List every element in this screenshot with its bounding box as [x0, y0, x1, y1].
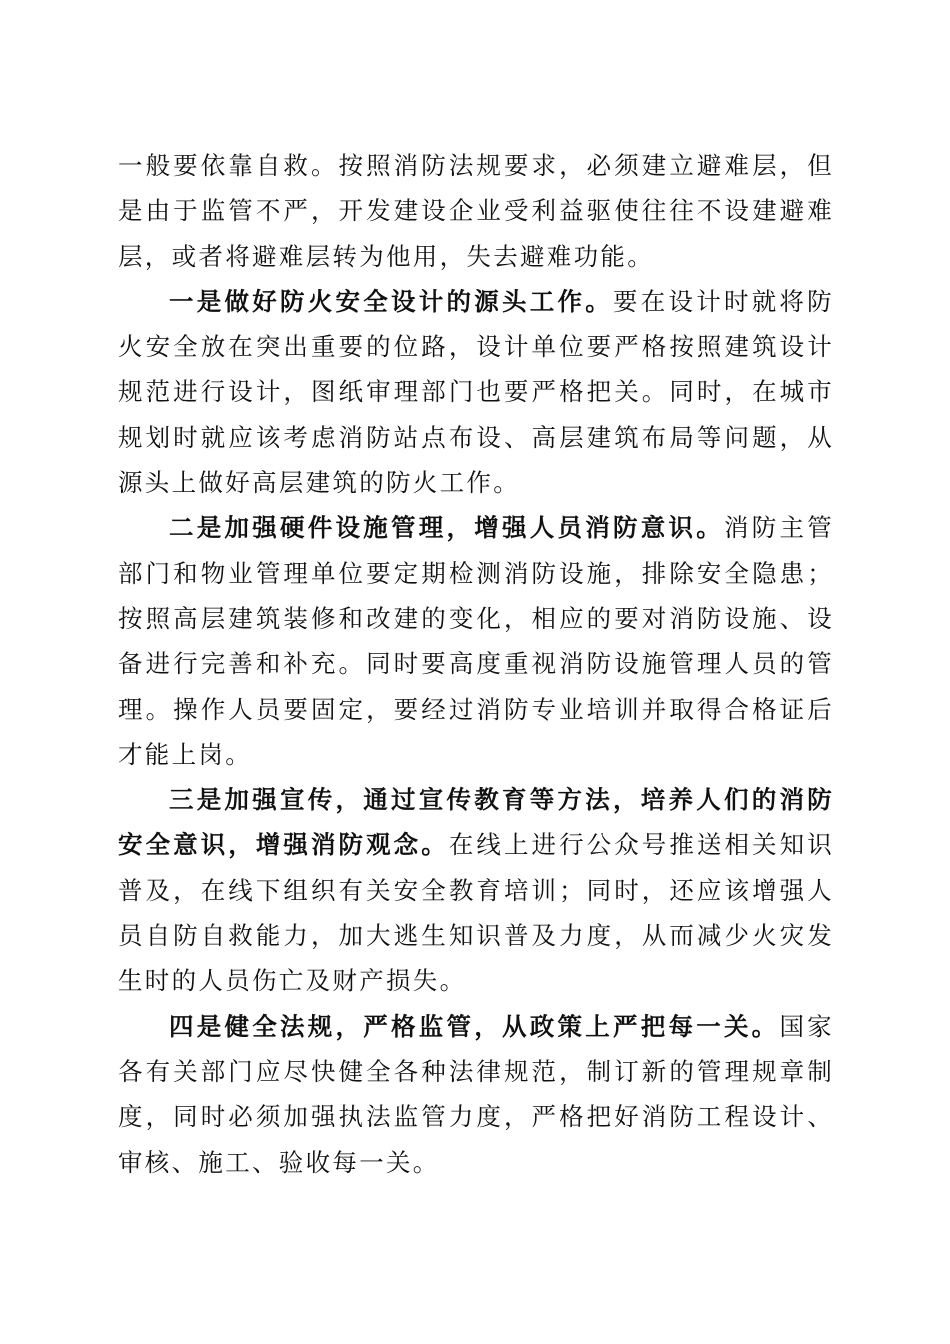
- paragraph-measure-1: [118, 279, 834, 505]
- paragraph-text: 国家各有关部门应尽快健全各种法律规范，制订新的管理规章制度，同时必须加强执法监管力度，严格把好消防工程设计、审核、施工、验收每一关。: [118, 1011, 834, 1177]
- paragraph-heading: 一是做好防火安全设计的源头工作。: [169, 286, 613, 316]
- paragraph-heading: 三是加强宣传，通过宣传教育等方法，培养人们的消防安全意识，增强消防观念。: [118, 785, 834, 860]
- paragraph-heading: 四是健全法规，严格监管，从政策上严把每一关。: [169, 1011, 780, 1041]
- paragraph-text: 消防主管部门和物业管理单位要定期检测消防设施，排除安全隐患；按照高层建筑装修和改建的变化，相应的要对消防设施、设备进行完善和补充。同时要高度重视消防设施管理人员的管理。操作人员要固定，要经过消防专业培训并取得合格证后才能上岗。: [118, 513, 834, 769]
- paragraph-continuation: [118, 143, 834, 279]
- paragraph-text: 在线上进行公众号推送相关知识普及，在线下组织有关安全教育培训；同时，还应该增强人员自防自救能力，加大逃生知识普及力度，从而减少火灾发生时的人员伤亡及财产损失。: [118, 830, 834, 996]
- paragraph-text: 要在设计时就将防火安全放在突出重要的位路，设计单位要严格按照建筑设计规范进行设计，图纸审理部门也要严格把关。同时，在城市规划时就应该考虑消防站点布设、高层建筑布局等问题，从源头上做好高层建筑的防火工作。: [118, 286, 834, 498]
- paragraph-text: 一般要依靠自救。按照消防法规要求，必须建立避难层，但是由于监管不严，开发建设企业受利益驱使往往不设建避难层，或者将避难层转为他用，失去避难功能。: [118, 151, 834, 271]
- paragraph-heading: 二是加强硬件设施管理，增强人员消防意识。: [169, 513, 724, 543]
- paragraph-measure-3: [118, 777, 834, 1003]
- paragraph-measure-4: [118, 1004, 834, 1185]
- document-body: [118, 143, 834, 1185]
- paragraph-measure-2: [118, 505, 834, 777]
